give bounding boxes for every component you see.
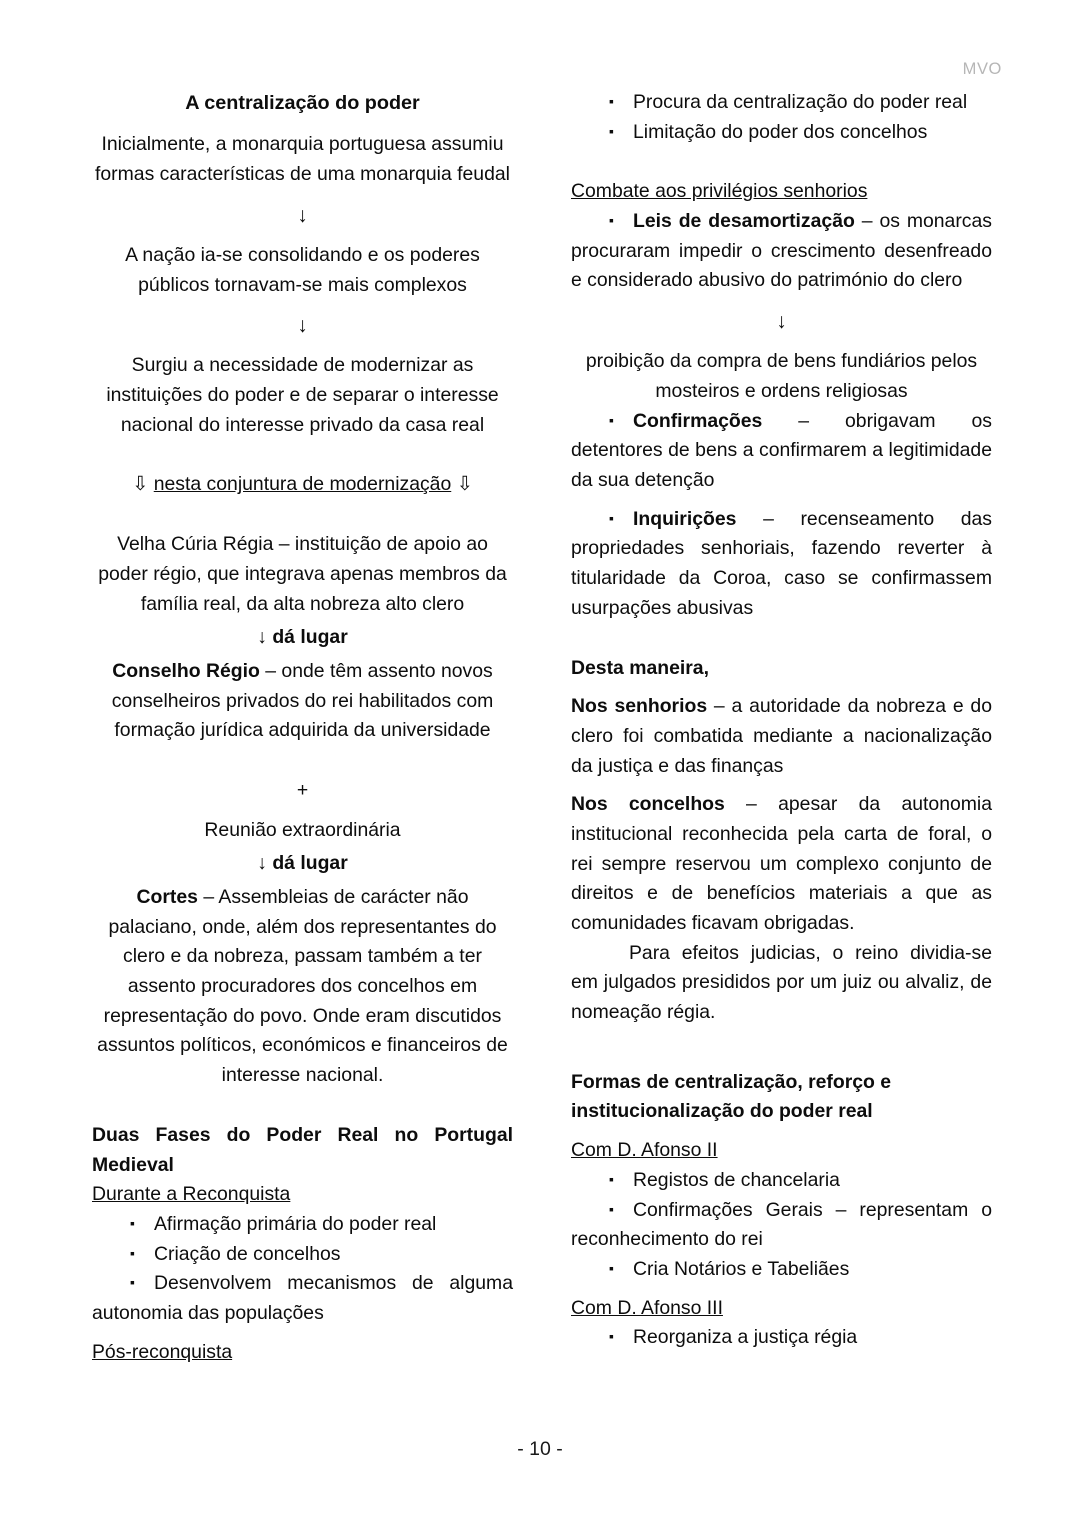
cortes-paragraph <box>92 883 513 1091</box>
da-lugar-label: dá lugar <box>272 852 348 875</box>
reuniao-extraordinaria-line: Reunião extraordinária <box>204 818 401 841</box>
conselho-regio-paragraph <box>92 657 513 746</box>
square-bullet-icon: ▪ <box>609 212 614 229</box>
list-item-label: Procura da centralização do poder real <box>633 91 968 113</box>
desamortizacao-result-text: proibição da compra de bens fundiários pelos mosteiros e ordens religiosas <box>585 350 978 402</box>
spacer <box>571 1127 992 1136</box>
duas-fases-heading: Duas Fases do Poder Real no Portugal Medieval <box>92 1123 513 1176</box>
cortes-definition: – Assembleias de carácter não palaciano, onde, além dos representantes do clero e da nobreza, passam também a ter assento procuradores dos concelhos em representação do povo. Onde eram discutidos assuntos políticos, económicos e financeiros de interesse nacional. <box>97 886 508 1087</box>
square-bullet-icon: ▪ <box>130 1274 135 1291</box>
list-item <box>571 1166 992 1196</box>
list-item <box>571 88 992 118</box>
plus-connector: + <box>296 778 309 801</box>
formas-centralizacao-heading-line2: institucionalização do poder real <box>571 1100 873 1123</box>
square-bullet-icon: ▪ <box>130 1214 135 1231</box>
spacer <box>571 496 992 505</box>
list-item-label: Desenvolvem mecanismos de alguma autonomia das populações <box>92 1272 513 1324</box>
square-bullet-icon: ▪ <box>130 1244 135 1261</box>
flow-arrow-2: ↓ <box>297 314 308 338</box>
spacer <box>571 683 992 692</box>
nos-senhorios-paragraph <box>571 692 992 781</box>
flow-arrow-1: ↓ <box>297 203 308 227</box>
spacer <box>571 624 992 654</box>
spacer <box>92 500 513 530</box>
spacer <box>571 147 992 177</box>
list-item-label: Limitação do poder dos concelhos <box>633 120 928 143</box>
inquiricoes-definition: – recenseamento das propriedades senhoriais, fazendo reverter à titularidade da Coroa, caso se confirmassem usurpações abusivas <box>571 507 992 619</box>
conselho-regio-term: Conselho Régio <box>112 659 260 682</box>
afonso-ii-heading: Com D. Afonso II <box>571 1139 718 1162</box>
square-bullet-icon: ▪ <box>609 1259 614 1276</box>
cortes-term: Cortes <box>136 886 198 909</box>
list-item <box>571 407 992 496</box>
list-item <box>92 1240 513 1270</box>
banner-arrow-right-icon: ⇩ <box>456 473 473 496</box>
page-title: A centralização do poder <box>185 92 420 114</box>
da-lugar-marker-2 <box>92 849 513 879</box>
list-item-label: Reorganiza a justiça régia <box>633 1326 858 1349</box>
efeitos-judicias-paragraph: Para efeitos judicias, o reino dividia-se em julgados presididos por um juiz ou alvaliz, de nomeação régia. <box>571 941 992 1024</box>
inquiricoes-term: Inquirições <box>633 507 737 530</box>
da-lugar-label: dá lugar <box>272 626 348 649</box>
nos-concelhos-text: – apesar da autonomia institucional reconhecida pela carta de foral, o rei sempre reservou um complexo conjunto de direitos e de benefícios materiais a que as comunidades ficavam obrigadas. <box>571 793 993 934</box>
nos-senhorios-term: Nos senhorios <box>571 695 708 718</box>
list-item-label <box>571 410 992 491</box>
list-item <box>571 1196 992 1255</box>
curia-regia-paragraph: Velha Cúria Régia – instituição de apoio ao poder régio, que integrava apenas membros da família real, da alta nobreza alto clero <box>98 533 507 615</box>
square-bullet-icon: ▪ <box>609 509 614 526</box>
list-item-label: Afirmação primária do poder real <box>154 1212 437 1235</box>
spacer <box>92 440 513 470</box>
spacer <box>92 746 513 766</box>
spacer <box>571 1285 992 1294</box>
list-item <box>571 1255 992 1285</box>
intro-paragraph: Inicialmente, a monarquia portuguesa assumiu formas características de uma monarquia feudal <box>95 133 510 185</box>
leis-desamortizacao-definition: – os monarcas procuraram impedir o crescimento desenfreado e considerado abusivo do património do clero <box>571 210 992 292</box>
desta-maneira-heading: Desta maneira, <box>571 656 709 679</box>
list-item-label: Confirmações Gerais – representam o reconhecimento do rei <box>571 1198 992 1251</box>
banner-label: nesta conjuntura de modernização <box>153 473 452 496</box>
nos-concelhos-paragraph <box>571 790 992 938</box>
leis-desamortizacao-term: Leis de desamortização <box>633 210 855 233</box>
durante-reconquista-heading: Durante a Reconquista <box>92 1183 291 1206</box>
formas-centralizacao-heading-line1: Formas de centralização, reforço e <box>571 1070 892 1093</box>
square-bullet-icon: ▪ <box>609 1328 614 1345</box>
list-item <box>92 1210 513 1240</box>
spacer <box>571 781 992 790</box>
spacer <box>92 1091 513 1121</box>
left-column <box>92 88 513 1367</box>
list-item <box>92 1269 513 1328</box>
spacer <box>571 1028 992 1068</box>
down-arrow-icon: ↓ <box>257 626 267 649</box>
modernization-need-paragraph: Surgiu a necessidade de modernizar as instituições do poder e de separar o interesse nacional do interesse privado da casa real <box>106 354 499 436</box>
modernization-banner <box>92 470 513 500</box>
square-bullet-icon: ▪ <box>609 1170 614 1187</box>
list-item-label <box>571 508 992 619</box>
banner-arrow-left-icon: ⇩ <box>132 473 149 496</box>
confirmacoes-definition: – obrigavam os detentores de bens a confirmarem a legitimidade da sua detenção <box>571 409 992 492</box>
desamortizacao-result-arrow: ↓ <box>776 310 787 334</box>
square-bullet-icon: ▪ <box>609 411 614 428</box>
nos-senhorios-text: – a autoridade da nobreza e do clero foi combatida mediante a nacionalização da justiça e das finanças <box>571 695 992 777</box>
two-column-body <box>92 88 992 1367</box>
conselho-regio-definition: – onde têm assento novos conselheiros privados do rei habilitados com formação jurídica adquirida da universidade <box>111 659 494 742</box>
list-item <box>571 1323 992 1353</box>
down-arrow-icon: ↓ <box>257 852 267 875</box>
spacer <box>92 1329 513 1338</box>
nos-concelhos-term: Nos concelhos <box>571 793 725 816</box>
list-item-label: Criação de concelhos <box>154 1242 341 1265</box>
right-column <box>571 88 992 1367</box>
list-item <box>571 118 992 148</box>
confirmacoes-term: Confirmações <box>633 409 763 432</box>
list-item-label <box>571 210 992 291</box>
list-item <box>571 505 992 624</box>
combate-privilegios-heading: Combate aos privilégios senhorios <box>571 180 868 203</box>
watermark-mvo: MVO <box>962 60 1002 78</box>
square-bullet-icon: ▪ <box>609 1200 614 1217</box>
list-item-label: Cria Notários e Tabeliães <box>633 1257 850 1280</box>
list-item-label: Registos de chancelaria <box>633 1168 840 1191</box>
square-bullet-icon: ▪ <box>609 93 614 109</box>
afonso-iii-heading: Com D. Afonso III <box>571 1296 723 1319</box>
list-item <box>571 207 992 296</box>
pos-reconquista-heading: Pós-reconquista <box>92 1340 233 1363</box>
da-lugar-marker-1 <box>92 623 513 653</box>
square-bullet-icon: ▪ <box>609 122 614 139</box>
page-number-footer: - 10 - <box>517 1438 563 1460</box>
consolidation-paragraph: A nação ia-se consolidando e os poderes públicos tornavam-se mais complexos <box>125 243 480 296</box>
